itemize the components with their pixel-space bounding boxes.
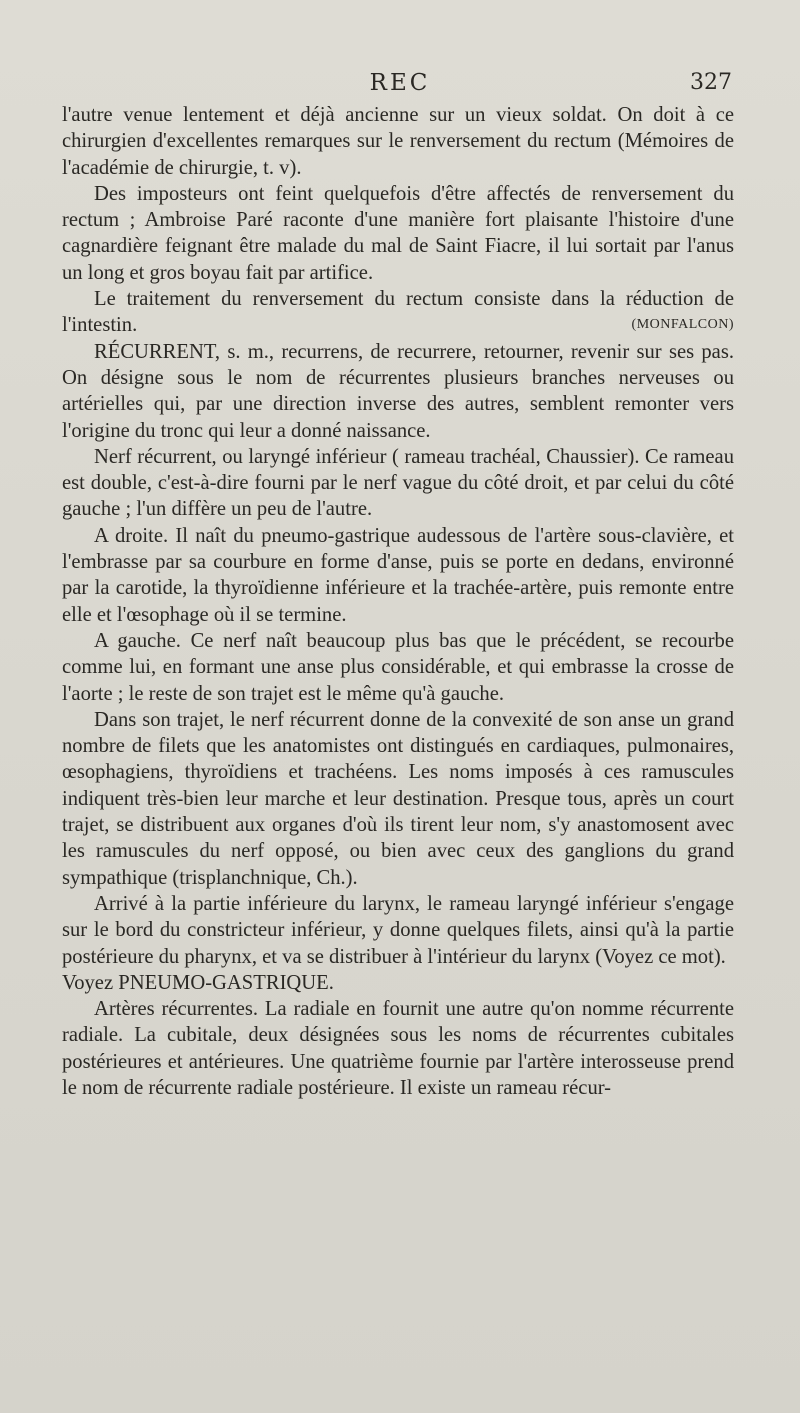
- paragraph: l'autre venue lentement et déjà ancienne sur un vieux soldat. On doit à ce chirurgien d'excellentes remarques sur le renversement du rectum (Mémoires de l'académie de chirurgie, t. v).: [62, 104, 734, 179]
- paragraph: Artères récurrentes. La radiale en fournit une autre qu'on nomme récurrente radiale. La cubitale, deux désignées sous les noms de récurrentes cubitales postérieures et antérieures. Une quatrième fournie par l'artère interosseuse prend le nom de récurrente radiale postérieure. Il existe un rameau récur-: [62, 998, 734, 1099]
- paragraph: Le traitement du renversement du rectum consiste dans la réduction de l'intestin.: [62, 288, 734, 337]
- page-number: 327: [690, 70, 732, 95]
- author-signature: (MONFALCON): [631, 317, 734, 333]
- text-body: [62, 102, 734, 1101]
- entry-recurrent: RÉCURRENT, s. m., recurrens, de recurrere, retourner, revenir sur ses pas. On désigne sous le nom de récurrentes plusieurs branches nerveuses ou artérielles qui, par une direction inverse des autres, semblent remonter vers l'origine du tronc qui leur a donné naissance.: [62, 340, 734, 442]
- paragraph: Des imposteurs ont feint quelquefois d'être affectés de renversement du rectum ; Ambroise Paré raconte d'une manière fort plaisante l'histoire d'une cagnardière feignant être malade du mal de Saint Fiacre, il lui sortait par l'anus un long et gros boyau fait par artifice.: [62, 182, 734, 284]
- page-header: [60, 70, 740, 104]
- paragraph: A droite. Il naît du pneumo-gastrique audessous de l'artère sous-clavière, et l'embrasse par sa courbure en forme d'anse, puis se porte en dedans, environné par la carotide, la thyroïdienne inférieure et la trachée-artère, puis remonte entre elle et l'œsophage où il se termine.: [62, 524, 734, 626]
- cross-reference: Voyez PNEUMO-GASTRIQUE.: [62, 971, 334, 994]
- paragraph: Dans son trajet, le nerf récurrent donne de la convexité de son anse un grand nombre de filets que les anatomistes ont distingués en cardiaques, pulmonaires, œsophagiens, thyroïdiens et trachéens. Les noms imposés à ces ramuscules indiquent très-bien leur marche et leur destination. Presque tous, après un court trajet, se distribuent aux organes d'où ils tirent leur nom, s'y anastomosent avec les ramuscules du nerf opposé, ou bien avec ceux des ganglions du grand sympathique (trisplanchnique, Ch.).: [62, 708, 734, 889]
- paragraph: A gauche. Ce nerf naît beaucoup plus bas que le précédent, se recourbe comme lui, en formant une anse plus considérable, et qui embrasse la crosse de l'aorte ; le reste de son trajet est le même qu'à gauche.: [62, 629, 734, 705]
- paragraph: Arrivé à la partie inférieure du larynx, le rameau laryngé inférieur s'engage sur le bord du constricteur inférieur, y donne quelques filets, ainsi qu'à la partie postérieure du pharynx, et va se distribuer à l'intérieur du larynx (Voyez ce mot).: [62, 892, 734, 968]
- paragraph: Nerf récurrent, ou laryngé inférieur ( rameau trachéal, Chaussier). Ce rameau est double, c'est-à-dire fourni par le nerf vague du côté droit, et par celui du côté gauche ; l'un diffère un peu de l'autre.: [62, 445, 734, 521]
- running-title: REC: [369, 70, 431, 96]
